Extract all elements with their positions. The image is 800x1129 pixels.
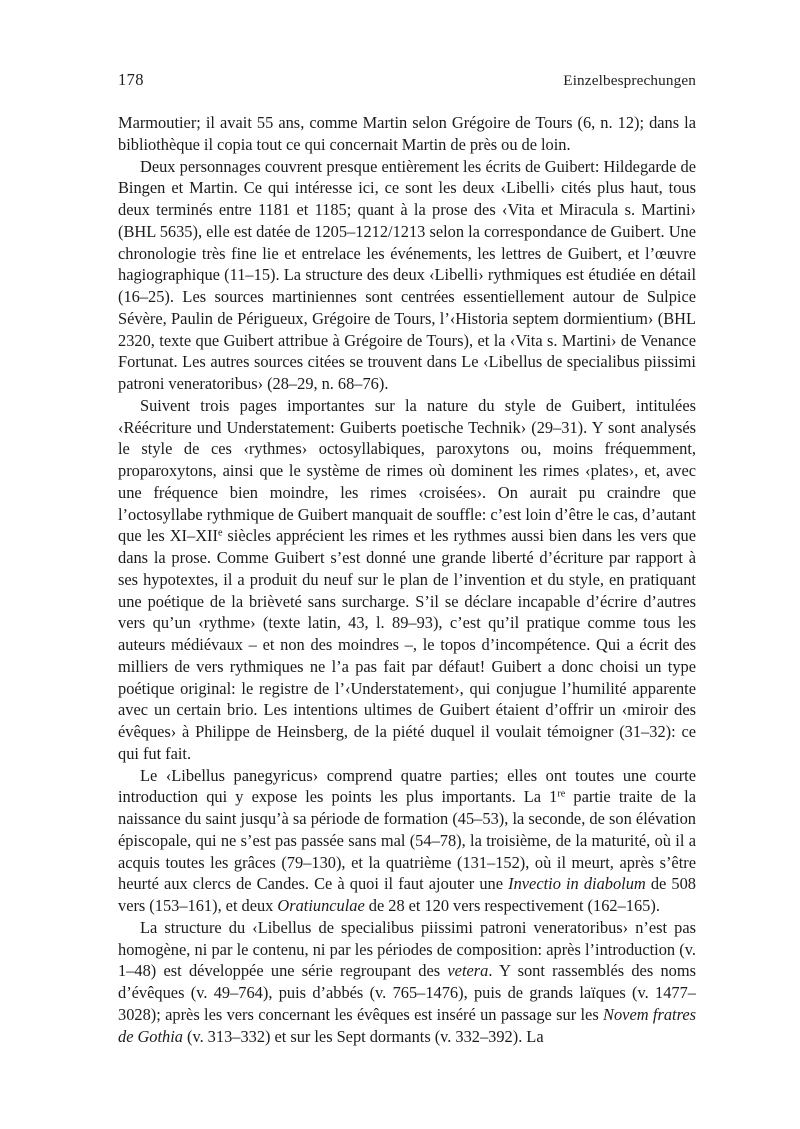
page-number: 178 <box>118 70 144 89</box>
paragraph-3: Suivent trois pages importantes sur la nature du style de Guibert, intitulées ‹Réécriture und Understatement: Guiberts poetische Technik› (29–31). Y sont analysés le style de ces ‹rythmes› octosyllabiques, paroxytons ou, moins fréquemment, proparoxytons, ainsi que le système de rimes où dominent les rimes ‹plates›, et, avec une fréquence bien moindre, les rimes ‹croisées›. On aurait pu craindre que l’octosyllabe rythmique de Guibert manquait de souffle: c’est loin d’être le cas, d’autant que les XI–XIIe siècles apprécient les rimes et les rythmes aussi bien dans les vers que dans la prose. Comme Guibert s’est donné une grande liberté d’écriture par rapport à ses hypotextes, il a produit du neuf sur le plan de l’invention et du style, en pratiquant une poétique de la brièveté sans surcharge. S’il se déclare incapable d’écrire d’autres vers qu’un ‹rythme› (texte latin, 43, l. 89–93), c’est qu’il pratique comme tous les auteurs médiévaux – et non des moindres –, le topos d’incompétence. Qui a écrit des milliers de vers rythmiques ne l’a pas fait par défaut! Guibert a donc choisi un type poétique original: le registre de l’‹Understatement›, qui conjugue l’humilité apparente avec un certain brio. Les intentions ultimes de Guibert étaient d’offrir un ‹miroir des évêques› à Philippe de Heinsberg, de la piété duquel il voulait témoigner (31–32): ce qui fut fait. <box>118 395 696 763</box>
paragraph-2: Deux personnages couvrent presque entièrement les écrits de Guibert: Hildegarde de Bingen et Martin. Ce qui intéresse ici, ce sont les deux ‹Libelli› cités plus haut, tous deux terminés entre 1181 et 1185; quant à la prose des ‹Vita et Miracula s. Martini› (BHL 5635), elle est datée de 1205–1212/1213 selon la correspondance de Guibert. Une chronologie très fine lie et entrelace les événements, les lettres de Guibert, et l’œuvre hagiographique (11–15). La structure des deux ‹Libelli› rythmiques est étudiée en détail (16–25). Les sources martiniennes sont centrées essentiellement autour de Sulpice Sévère, Paulin de Périgueux, Grégoire de Tours, l’‹Historia septem dormientium› (BHL 2320, texte que Guibert attribue à Grégoire de Tours), et la ‹Vita s. Martini› de Venance Fortunat. Les autres sources citées se trouvent dans Le ‹Libellus de specialibus piissimi patroni veneratoribus› (28–29, n. 68–76). <box>118 156 696 393</box>
paragraph-4: Le ‹Libellus panegyricus› comprend quatre parties; elles ont toutes une courte introduction qui y expose les points les plus importants. La 1re partie traite de la naissance du saint jusqu’à sa période de formation (45–53), la seconde, de son élévation épiscopale, qui ne s’est pas passée sans mal (54–78), la troisième, de la maturité, où il a acquis toutes les grâces (79–130), et la quatrième (131–152), où il meurt, après s’être heurté aux clercs de Candes. Ce à quoi il faut ajouter une Invectio in diabolum de 508 vers (153–161), et deux Oratiunculae de 28 et 120 vers respectivement (162–165). <box>118 765 697 915</box>
body-text <box>118 112 696 1047</box>
paragraph-1: Marmoutier; il avait 55 ans, comme Martin selon Grégoire de Tours (6, n. 12); dans la bibliothèque il copia tout ce qui concernait Martin de près ou de loin. <box>118 113 696 154</box>
running-head-title: Einzelbesprechungen <box>563 72 696 89</box>
running-head <box>118 70 696 90</box>
paragraph-5: La structure du ‹Libellus de specialibus piissimi patroni veneratoribus› n’est pas homogène, ni par le contenu, ni par les périodes de composition: après l’introduction (v. 1–48) est développée une série regroupant des vetera. Y sont rassemblés des noms d’évêques (v. 49–764), puis d’abbés (v. 765–1476), puis de grands laïques (v. 1477–3028); après les vers concernant les évêques est inséré un passage sur les Novem fratres de Gothia (v. 313–332) et sur les Sept dormants (v. 332–392). La <box>118 917 696 1046</box>
